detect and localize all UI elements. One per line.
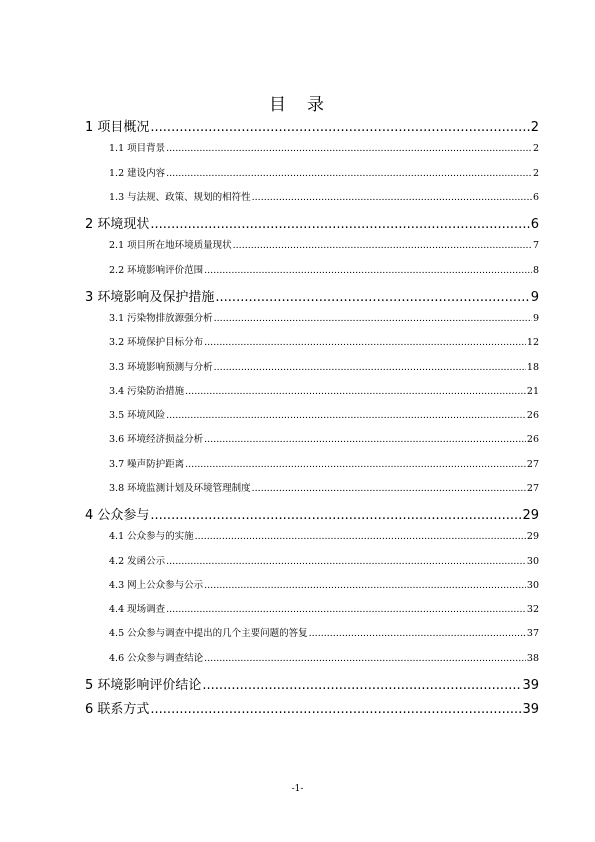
toc-chapter-entry[interactable]	[85, 286, 539, 305]
toc-entry-label: 3.8 环境监测计划及环境管理制度	[109, 482, 251, 494]
toc-chapter-entry[interactable]	[85, 116, 539, 135]
toc-entry-page-number: 21	[526, 385, 539, 397]
page-number: -1-	[291, 784, 304, 794]
toc-entry-label: 3.6 环境经济损益分析	[109, 434, 204, 446]
toc-entry-label: 3.5 环境风险	[109, 410, 166, 421]
toc-entry-page-number: 6	[530, 217, 539, 232]
toc-dot-leader	[166, 556, 526, 567]
toc-entry-page-number: 6	[532, 191, 539, 203]
toc-entry-label: 4.6 公众参与调查结论	[109, 652, 204, 664]
toc-section-entry[interactable]	[109, 165, 539, 179]
toc-dot-leader	[204, 434, 526, 445]
toc-dot-leader	[150, 120, 529, 135]
toc-dot-leader	[166, 168, 532, 179]
toc-section-entry[interactable]	[109, 189, 539, 203]
toc-entry-page-number: 38	[526, 652, 539, 664]
toc-section-entry[interactable]	[109, 262, 539, 276]
toc-entry-page-number: 8	[532, 264, 539, 276]
toc-entry-label: 3.4 污染防治措施	[109, 385, 185, 397]
toc-entry-label: 2 环境现状	[85, 217, 150, 232]
toc-entry-page-number: 29	[526, 531, 539, 543]
toc-entry-label: 4.1 公众参与的实施	[109, 531, 194, 543]
toc-section-entry[interactable]	[109, 237, 539, 251]
toc-section-entry[interactable]	[109, 359, 539, 373]
toc-entry-label: 1 项目概况	[85, 120, 150, 135]
toc-dot-leader	[204, 265, 532, 276]
toc-entry-page-number: 30	[526, 555, 539, 567]
toc-chapter-entry[interactable]	[85, 504, 539, 523]
toc-section-entry[interactable]	[109, 577, 539, 591]
toc-entry-page-number: 37	[526, 628, 539, 640]
toc-dot-leader	[252, 192, 532, 203]
toc-dot-leader	[166, 143, 532, 154]
toc-section-entry[interactable]	[109, 650, 539, 664]
toc-entry-label: 2.1 项目所在地环境质量现状	[109, 240, 232, 252]
page-title: 目 录	[269, 95, 326, 115]
toc-entry-label: 6 联系方式	[85, 702, 150, 717]
toc-entry-label: 1.1 项目背景	[109, 143, 166, 155]
toc-dot-leader	[185, 459, 526, 470]
toc-dot-leader	[309, 628, 526, 639]
toc-dot-leader	[252, 483, 526, 494]
toc-entry-page-number: 32	[526, 604, 539, 615]
toc-dot-leader	[214, 313, 532, 324]
toc-dot-leader	[202, 678, 521, 693]
toc-chapter-entry[interactable]	[85, 698, 539, 717]
toc-dot-leader	[166, 604, 526, 615]
toc-section-entry[interactable]	[109, 431, 539, 445]
toc-chapter-entry[interactable]	[85, 213, 539, 232]
toc-dot-leader	[215, 290, 529, 305]
toc-entry-label: 4.3 网上公众参与公示	[109, 579, 204, 591]
toc-entry-label: 4 公众参与	[85, 508, 150, 523]
toc-entry-page-number: 30	[526, 579, 539, 591]
toc-dot-leader	[195, 531, 526, 542]
toc-section-entry[interactable]	[109, 480, 539, 494]
toc-entry-page-number: 9	[530, 289, 539, 305]
toc-section-entry[interactable]	[109, 456, 539, 470]
toc-entry-label: 3.7 噪声防护距离	[109, 458, 185, 470]
toc-entry-label: 1.2 建设内容	[109, 167, 166, 179]
toc-section-entry[interactable]	[109, 334, 539, 348]
toc-dot-leader	[214, 362, 526, 373]
toc-entry-page-number: 9	[532, 313, 539, 324]
toc-section-entry[interactable]	[109, 528, 539, 542]
toc-dot-leader	[204, 337, 526, 348]
toc-entry-page-number: 27	[526, 458, 539, 470]
toc-entry-label: 4.5 公众参与调查中提出的几个主要问题的答复	[109, 628, 308, 640]
toc-entry-page-number: 27	[526, 482, 539, 494]
toc-entry-page-number: 7	[532, 240, 539, 252]
toc-entry-page-number: 29	[522, 508, 539, 523]
toc-entry-page-number: 26	[526, 410, 539, 421]
toc-entry-label: 3 环境影响及保护措施	[85, 289, 215, 305]
toc-section-entry[interactable]	[109, 625, 539, 639]
toc-section-entry[interactable]	[109, 407, 539, 421]
toc-dot-leader	[150, 508, 521, 523]
toc-entry-page-number: 2	[532, 143, 539, 155]
toc-entry-page-number: 12	[526, 337, 539, 349]
toc-dot-leader	[185, 386, 526, 397]
toc-entry-label: 1.3 与法规、政策、规划的相符性	[109, 191, 251, 203]
toc-dot-leader	[150, 217, 529, 232]
toc-entry-label: 3.1 污染物排放源强分析	[109, 313, 213, 324]
toc-dot-leader	[204, 580, 526, 591]
toc-entry-page-number: 26	[526, 434, 539, 446]
toc-entry-label: 3.2 环境保护目标分布	[109, 337, 204, 349]
toc-entry-label: 3.3 环境影响预测与分析	[109, 361, 213, 373]
toc-entry-page-number: 39	[522, 677, 539, 693]
toc-section-entry[interactable]	[109, 140, 539, 154]
toc-chapter-entry[interactable]	[85, 674, 539, 693]
toc-dot-leader	[166, 410, 526, 421]
toc-entry-label: 4.4 现场调查	[109, 604, 166, 615]
toc-entry-page-number: 39	[522, 702, 539, 717]
toc-dot-leader	[233, 240, 532, 251]
toc-entry-page-number: 2	[530, 120, 539, 135]
toc-entry-page-number: 18	[526, 361, 539, 373]
toc-section-entry[interactable]	[109, 553, 539, 567]
toc-section-entry[interactable]	[109, 383, 539, 397]
toc-dot-leader	[204, 653, 526, 664]
toc-section-entry[interactable]	[109, 310, 539, 324]
toc-entry-label: 5 环境影响评价结论	[85, 677, 202, 693]
toc-entry-page-number: 2	[532, 167, 539, 179]
toc-entry-label: 2.2 环境影响评价范围	[109, 264, 204, 276]
toc-entry-label: 4.2 发函公示	[109, 555, 166, 567]
toc-dot-leader	[150, 702, 521, 717]
toc-section-entry[interactable]	[109, 601, 539, 615]
